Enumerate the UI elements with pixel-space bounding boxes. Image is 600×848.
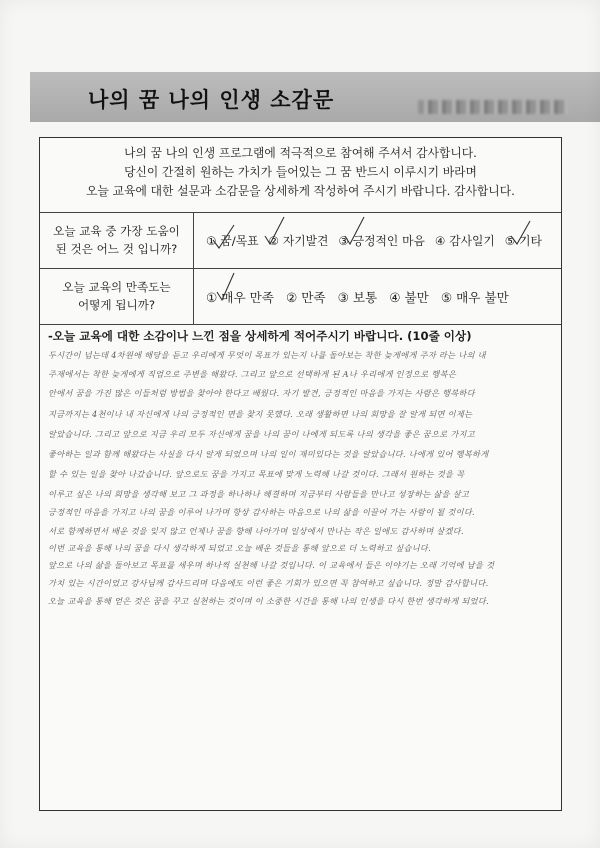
handwritten-line: 주제에서는 착한 늦게에게 직업으로 주변을 해왔다. 그리고 앞으로 선택하게 된 A나 우리에게 인정으로 행복은 — [48, 369, 457, 379]
question-row-satisfaction — [40, 268, 561, 325]
check-mark-icon — [508, 218, 534, 248]
question-satisfaction — [40, 268, 194, 324]
option-dream-goal[interactable]: ① 꿈/목표 — [206, 233, 259, 248]
handwritten-line: 지금까지는 4천이나 내 자신에게 나의 긍정적인 면을 찾지 못했다. 오래 생활하면 나의 희망을 잘 알게 되면 이제는 — [48, 409, 473, 419]
handwritten-line: 긍정적인 마음을 가지고 나의 꿈을 이루어 나가며 항상 감사하는 마음으로 나의 삶을 이끌어 가는 사람이 될 것이다. — [48, 507, 475, 517]
check-mark-icon — [262, 214, 288, 248]
comment-heading: -오늘 교육에 대한 소감이나 느낀 점을 상세하게 적어주시기 바랍니다. (10줄 이상) — [48, 329, 472, 343]
check-mark-icon — [342, 214, 368, 248]
question-helpful — [40, 212, 194, 268]
option-very-dissatisfied[interactable]: ⑤ 매우 불만 — [440, 289, 509, 305]
option-satisfied[interactable]: ② 만족 — [285, 289, 326, 305]
handwritten-line: 가치 있는 시간이었고 강사님께 감사드리며 다음에도 이런 좋은 기회가 있으면 꼭 참여하고 싶습니다. 정말 감사합니다. — [48, 578, 489, 588]
intro-line-1: 나의 꿈 나의 인생 프로그램에 적극적으로 참여해 주셔서 감사합니다. — [124, 146, 477, 160]
handwritten-line: 오늘 교육을 통해 얻은 것은 꿈을 꾸고 실천하는 것이며 이 소중한 시간을 통해 나의 인생을 다시 한번 생각하게 되었다. — [48, 596, 489, 606]
handwritten-line: 이루고 싶은 나의 희망을 생각해 보고 그 과정을 하나하나 해결하며 지금부터 사람들을 만나고 성장하는 삶을 살고 — [48, 489, 470, 499]
option-other[interactable]: ⑤ 기타 — [504, 233, 542, 248]
intro-line-3: 오늘 교육에 대한 설문과 소감문을 상세하게 작성하여 주시기 바랍니다. 감사합니다. — [86, 184, 515, 198]
check-mark-icon — [214, 270, 238, 304]
handwritten-line: 두시간이 넘는데 4차원에 해당을 듣고 우리에게 무엇이 목표가 있는지 나를 돌아보는 착한 늦게에게 주자 라는 나의 내 — [48, 350, 486, 360]
redacted-name — [418, 100, 568, 114]
handwritten-line: 이번 교육을 통해 나의 꿈을 다시 생각하게 되었고 오늘 배운 것들을 통해 앞으로 더 노력하고 싶습니다. — [48, 543, 432, 553]
option-dissatisfied[interactable]: ④ 불만 — [389, 289, 429, 305]
question-row-helpful — [40, 212, 561, 269]
options-satisfaction — [206, 268, 509, 324]
handwritten-line: 할 수 있는 일을 찾아 나갔습니다. 앞으로도 꿈을 가지고 목표에 맞게 노력해 나갈 것이다. 그래서 원하는 것을 꼭 — [48, 469, 465, 479]
option-positive-mind[interactable]: ③ 긍정적인 마음 — [338, 233, 425, 248]
survey-form — [39, 137, 562, 811]
option-self-discovery[interactable]: ② 자기발견 — [268, 233, 329, 248]
handwritten-line: 안에서 꿈을 가진 많은 이들처럼 방법을 찾아야 한다고 배웠다. 자기 발견, 긍정적인 마음을 가지는 사람은 행복하다 — [48, 388, 475, 398]
question-satisfaction-line-1: 오늘 교육의 만족도는 — [62, 280, 171, 294]
question-satisfaction-line-2: 어떻게 됩니까? — [77, 298, 156, 312]
question-helpful-line-2: 된 것은 어느 것 입니까? — [55, 242, 178, 256]
check-mark-icon — [210, 222, 238, 252]
handwritten-line: 알았습니다. 그리고 앞으로 지금 우리 모두 자신에게 꿈을 나의 꿈이 나에게 되도록 나의 생각을 좋은 꿈으로 가지고 — [48, 429, 475, 439]
option-neutral[interactable]: ③ 보통 — [337, 289, 378, 305]
handwritten-line: 좋아하는 일과 함께 해왔다는 사실을 다시 알게 되었으며 나의 일이 재미있다는 것을 알았습니다. 나에게 있어 행복하게 — [48, 449, 489, 459]
intro-line-2: 당신이 간절히 원하는 가치가 들어있는 그 꿈 반드시 이루시기 바라며 — [124, 165, 477, 179]
intro-text — [40, 138, 561, 213]
handwritten-line: 서로 함께하면서 배운 것을 잊지 않고 언제나 꿈을 향해 나아가며 일상에서 만나는 작은 일에도 감사하며 살겠다. — [48, 526, 464, 536]
option-gratitude-journal[interactable]: ④ 감사일기 — [434, 233, 495, 248]
handwritten-line: 앞으로 나의 삶을 돌아보고 목표를 세우며 하나씩 실천해 나갈 것입니다. 이 교육에서 들은 이야기는 오래 기억에 남을 것 — [48, 560, 495, 570]
question-helpful-line-1: 오늘 교육 중 가장 도움이 — [53, 224, 180, 238]
option-very-satisfied[interactable]: ① 매우 만족 — [206, 289, 274, 305]
page-title: 나의 꿈 나의 인생 소감문 — [88, 88, 335, 112]
options-helpful — [206, 212, 542, 268]
